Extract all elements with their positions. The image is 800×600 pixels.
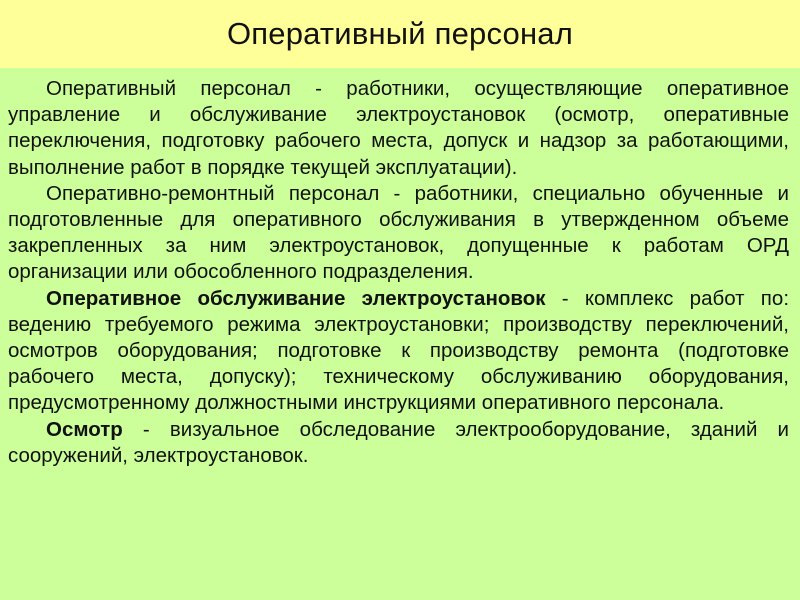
title-bar <box>0 0 800 68</box>
paragraph-operational-personnel <box>8 76 789 181</box>
paragraph-operational-maintenance <box>8 286 789 417</box>
paragraph-text: - визуальное обследование электрооборудование, зданий и сооружений, электроустановок. <box>8 417 789 467</box>
page-title: Оперативный персонал <box>226 16 574 51</box>
paragraph-operational-repair-personnel <box>8 181 789 286</box>
paragraph-term: Осмотр <box>46 417 123 441</box>
paragraph-text: - комплекс работ по: ведению требуемого режима электроустановки; производству переключений, осмотров оборудования; подготовке к производству ремонта (подготовке рабочего места, допуску); техническому обслуживанию оборудования, предусмотренному должностными инструкциями оперативного персонала. <box>8 286 790 415</box>
paragraph-term: Оперативное обслуживание электроустановок <box>46 286 546 310</box>
paragraph-text: Оперативный персонал - работники, осуществляющие оперативное управление и обслуживание электроустановок (осмотр, оперативные переключения, подготовку рабочего места, допуск и надзор за работающими, выполнение работ в порядке текущей эксплуатации). <box>8 77 789 179</box>
content-area <box>0 68 800 600</box>
paragraph-text: Оперативно-ремонтный персонал - работники, специально обученные и подготовленные для оперативного обслуживания в утвержденном объеме закрепленных за ним электроустановок, допущенные к работам ОРД организации или обособленного подразделения. <box>8 181 789 284</box>
paragraph-inspection <box>8 417 789 469</box>
